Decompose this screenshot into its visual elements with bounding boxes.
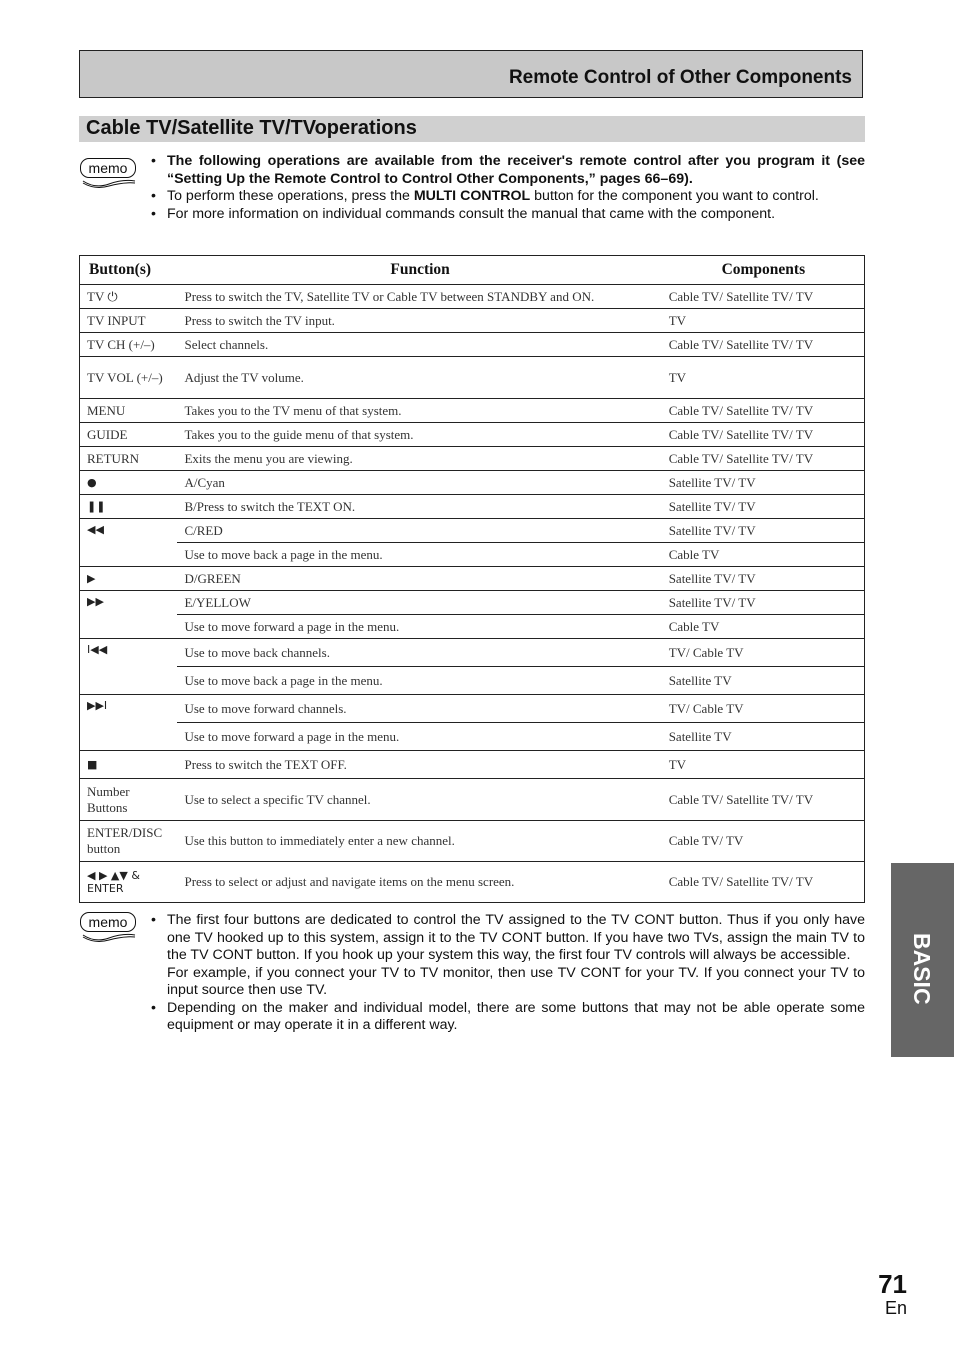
cell-button: GUIDE (80, 423, 178, 447)
cell-function: Takes you to the TV menu of that system. (177, 399, 661, 423)
cell-components: Cable TV/ Satellite TV/ TV (662, 862, 865, 903)
cell-button: RETURN (80, 447, 178, 471)
cell-button: ▶▶I (80, 695, 178, 751)
memo1-bullet-1: • The following operations are available from the receiver's remote control after you program it (see “Setting Up the Remote Control to Control Other Components,” pages 66–69). (150, 153, 865, 188)
cell-components: Satellite TV/ TV (662, 519, 865, 543)
cell-function: Use to select a specific TV channel. (177, 779, 661, 821)
cell-components: Satellite TV (662, 667, 865, 695)
cell-button: ▶▶ (80, 591, 178, 639)
cell-components: Satellite TV (662, 723, 865, 751)
memo-label: memo (80, 158, 136, 178)
memo-icon (79, 910, 139, 946)
side-tab (891, 863, 954, 1057)
table-row (80, 447, 865, 471)
table-row (80, 862, 865, 903)
table-row (80, 309, 865, 333)
cell-function: Adjust the TV volume. (177, 357, 661, 399)
memo-label: memo (80, 912, 136, 932)
cell-components: Cable TV/ TV (662, 821, 865, 862)
memo-icon (79, 156, 139, 192)
cell-components: Cable TV/ Satellite TV/ TV (662, 779, 865, 821)
cell-function: Use to move forward a page in the menu. (177, 723, 661, 751)
cell-components: Cable TV/ Satellite TV/ TV (662, 399, 865, 423)
cell-button: I◀◀ (80, 639, 178, 695)
cell-function: B/Press to switch the TEXT ON. (177, 495, 661, 519)
table-row (80, 285, 865, 309)
table-row (80, 495, 865, 519)
cell-function: A/Cyan (177, 471, 661, 495)
table-row (80, 723, 865, 751)
cell-components: Cable TV (662, 543, 865, 567)
cell-function: C/RED (177, 519, 661, 543)
section-title: Cable TV/Satellite TV/TVoperations (86, 117, 417, 139)
cell-button: ❚❚ (80, 495, 178, 519)
cell-button: ENTER/DISC button (80, 821, 178, 862)
col-header-components: Components (662, 256, 865, 285)
cell-button: ◀◀ (80, 519, 178, 567)
table-row (80, 543, 865, 567)
table-row (80, 779, 865, 821)
section-bar (79, 116, 865, 142)
memo-wave-icon (81, 932, 137, 944)
cell-components: Satellite TV/ TV (662, 471, 865, 495)
cell-button: ■ (80, 751, 178, 779)
cell-button: TV INPUT (80, 309, 178, 333)
cell-components: Satellite TV/ TV (662, 591, 865, 615)
cell-button: ● (80, 471, 178, 495)
cell-components: TV (662, 751, 865, 779)
col-header-function: Function (177, 256, 661, 285)
cell-button: MENU (80, 399, 178, 423)
table-row (80, 615, 865, 639)
cell-components: TV/ Cable TV (662, 639, 865, 667)
col-header-button: Button(s) (80, 256, 178, 285)
cell-components: TV (662, 309, 865, 333)
memo1-bullet-3: • For more information on individual commands consult the manual that came with the component. (150, 206, 865, 224)
cell-button: ▶ (80, 567, 178, 591)
cell-function: Use this button to immediately enter a new channel. (177, 821, 661, 862)
memo2-bullet-1-cont: For example, if you connect your TV to TV monitor, then use TV CONT for your TV. If you connect your TV to input source then use TV. (167, 964, 865, 998)
header-title: Remote Control of Other Components (508, 67, 852, 88)
cell-components: TV/ Cable TV (662, 695, 865, 723)
cell-components: Satellite TV/ TV (662, 567, 865, 591)
cell-button: ◀ ▶ ▲▼ & ENTER (80, 862, 178, 903)
memo2-bullet-1: • The first four buttons are dedicated to control the TV assigned to the TV CONT button. Thus if you only have one TV hooked up to this system, assign it to the TV CONT button. If you have two TVs, assign the main TV to the TV CONT button. If you hook up your system this way, the first four TV controls will always be accessible. (150, 912, 865, 965)
cell-button: Number Buttons (80, 779, 178, 821)
cell-components: Cable TV/ Satellite TV/ TV (662, 333, 865, 357)
table-row (80, 751, 865, 779)
table-row (80, 399, 865, 423)
cell-button: TV ⏻ (80, 285, 178, 309)
side-tab-label: BASIC (909, 933, 935, 1005)
table-row (80, 821, 865, 862)
cell-components: TV (662, 357, 865, 399)
cell-function: Exits the menu you are viewing. (177, 447, 661, 471)
table-row (80, 471, 865, 495)
cell-function: Takes you to the guide menu of that system. (177, 423, 661, 447)
memo2-bullet-2: • Depending on the maker and individual model, there are some buttons that may not be able operate some equipment or may operate it in a different way. (150, 1000, 865, 1035)
cell-components: Cable TV/ Satellite TV/ TV (662, 447, 865, 471)
table-row (80, 667, 865, 695)
cell-function: Press to select or adjust and navigate items on the menu screen. (177, 862, 661, 903)
cell-function: Use to move back a page in the menu. (177, 667, 661, 695)
cell-function: E/YELLOW (177, 591, 661, 615)
cell-button: TV VOL (+/–) (80, 357, 178, 399)
cell-function: Press to switch the TV, Satellite TV or Cable TV between STANDBY and ON. (177, 285, 661, 309)
memo1-bullet-2: • To perform these operations, press the MULTI CONTROL button for the component you want to control. (150, 188, 865, 206)
cell-function: Use to move forward channels. (177, 695, 661, 723)
table-row (80, 357, 865, 399)
table-row (80, 423, 865, 447)
table-row (80, 519, 865, 543)
header-bar (79, 50, 863, 98)
commands-table (79, 255, 865, 903)
memo2-list (150, 912, 865, 1035)
cell-function: Press to switch the TEXT OFF. (177, 751, 661, 779)
cell-function: D/GREEN (177, 567, 661, 591)
page-number: 71 (878, 1269, 907, 1299)
cell-components: Satellite TV/ TV (662, 495, 865, 519)
table-row (80, 333, 865, 357)
table-row (80, 695, 865, 723)
language-label: En (884, 1298, 907, 1318)
cell-components: Cable TV/ Satellite TV/ TV (662, 285, 865, 309)
table-row (80, 639, 865, 667)
cell-button: TV CH (+/–) (80, 333, 178, 357)
table-row (80, 567, 865, 591)
cell-function: Use to move forward a page in the menu. (177, 615, 661, 639)
cell-function: Press to switch the TV input. (177, 309, 661, 333)
cell-components: Cable TV (662, 615, 865, 639)
table-row (80, 591, 865, 615)
memo-wave-icon (81, 178, 137, 190)
cell-function: Use to move back channels. (177, 639, 661, 667)
memo1-list (150, 153, 865, 223)
cell-function: Use to move back a page in the menu. (177, 543, 661, 567)
cell-function: Select channels. (177, 333, 661, 357)
cell-components: Cable TV/ Satellite TV/ TV (662, 423, 865, 447)
